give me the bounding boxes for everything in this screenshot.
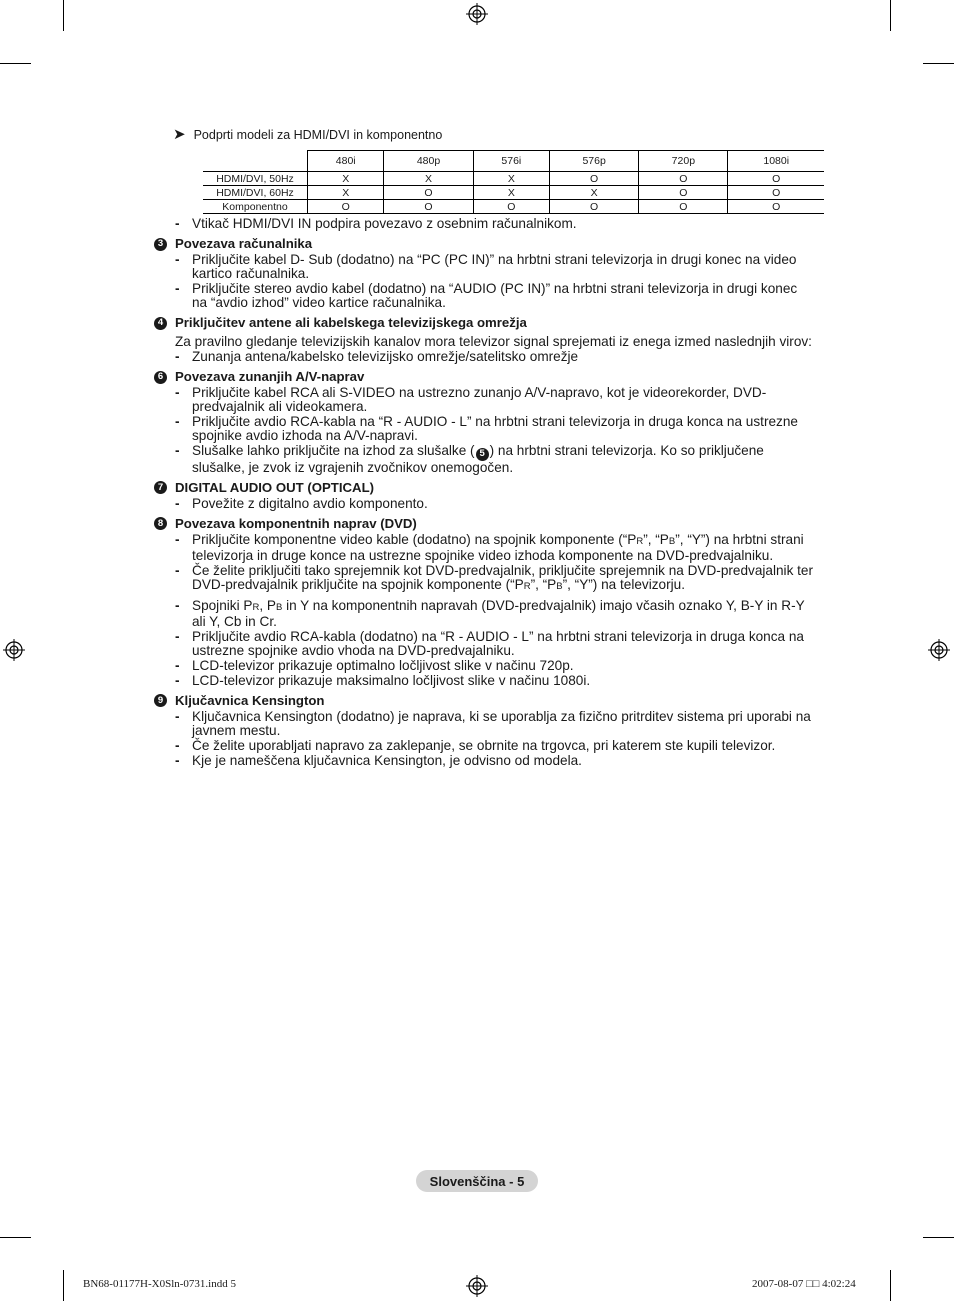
section-title — [154, 481, 814, 495]
section-title-text: Ključavnica Kensington — [175, 692, 325, 708]
bullet-dash: - — [175, 281, 180, 296]
section-title-text: Priključitev antene ali kabelskega televizijskega omrežja — [175, 315, 527, 330]
subscript-text: B — [668, 535, 676, 547]
registration-mark-icon — [928, 639, 950, 661]
list-item — [175, 754, 814, 768]
list-item — [175, 564, 814, 594]
text-segment: Spojniki P — [192, 597, 253, 613]
section-intro: Za pravilno gledanje televizijskih kanalov mora televizor signal sprejemati iz enega izmed naslednjih virov: — [175, 334, 812, 349]
item-text: Priključite avdio RCA-kabla (dodatno) na “R - AUDIO - L” na hrbtni strani televizorja in druga konca na ustrezne spojnike avdio vhoda na DVD-predvajalniku. — [192, 628, 804, 658]
table-cell: X — [384, 172, 473, 186]
bullet-dash: - — [175, 628, 180, 644]
item-text: Priključite stereo avdio kabel (dodatno) na “AUDIO (PC IN)” na hrbtni strani televizorja in drugi konec na “avdio izhod” video kartice računalnika. — [192, 281, 798, 310]
section-title-text: Povezava računalnika — [175, 236, 313, 251]
number-badge-icon: 4 — [154, 317, 167, 330]
table-row — [203, 200, 824, 214]
number-badge-icon: 6 — [154, 371, 167, 384]
arrow-pointer-icon: ➤ — [173, 126, 186, 143]
item-text: Priključite avdio RCA-kabla na “R - AUDIO - L” na hrbtni strani televizorja in druga konca na ustrezne spojnike avdio izhoda na A/V-napravi. — [192, 414, 798, 443]
table-cell: O — [384, 200, 473, 214]
text-segment: in Y na komponentnih napravah (DVD-predvajalnik) imajo včasih oznako Y, B-Y in R-Y ali Y, Cb in Cr. — [192, 597, 805, 629]
crop-mark — [0, 1237, 31, 1238]
table-row — [203, 172, 824, 186]
bullet-dash: - — [175, 495, 180, 511]
item-text: Zunanja antena/kabelsko televizijsko omrežje/satelitsko omrežje — [192, 349, 579, 364]
bullet-dash: - — [175, 657, 180, 673]
bullet-dash: - — [175, 737, 180, 753]
crop-mark — [890, 0, 891, 31]
list-item — [175, 217, 814, 231]
text-segment: ) na hrbtni strani televizorja. Ko so priključene slušalke, je zvok iz vgrajenih zvočnikov onemogočen. — [192, 443, 764, 475]
compatibility-table — [203, 150, 824, 214]
bullet-dash: - — [175, 443, 180, 458]
subscript-text: R — [523, 580, 531, 592]
section-digital-audio-out — [154, 481, 814, 511]
registration-mark-icon — [466, 3, 488, 25]
list-item — [175, 674, 814, 688]
text-segment: Če želite priključiti tako sprejemnik kot DVD-predvajalnik, priključite sprejemnik na DVD-predvajalnik ter DVD-predvajalnik priključite na spojnik komponente (“P — [192, 562, 814, 592]
item-text: Povežite z digitalno avdio komponento. — [192, 495, 428, 511]
number-badge-icon: 7 — [154, 481, 167, 494]
table-cell: O — [473, 200, 549, 214]
table-cell: X — [473, 186, 549, 200]
table-cell: O — [550, 172, 639, 186]
text-segment: Priključite komponentne video kable (dodatno) na spojnik komponente (“P — [192, 531, 637, 547]
row-label: Komponentno — [203, 200, 308, 214]
table-header-cell: 576i — [473, 151, 549, 172]
list-item — [175, 710, 814, 738]
subscript-text: R — [636, 535, 644, 547]
crop-mark — [63, 0, 64, 31]
section-title — [154, 237, 814, 251]
table-row — [203, 186, 824, 200]
crop-mark — [923, 63, 954, 64]
section-component-devices — [154, 517, 814, 688]
table-cell: O — [728, 186, 824, 200]
crop-mark — [890, 1270, 891, 1301]
table-header-cell — [203, 151, 308, 172]
item-text: Priključite kabel D- Sub (dodatno) na “PC (PC IN)” na hrbtni strani televizorja in drugi konec na video kartico računalnika. — [192, 252, 797, 281]
list-item — [175, 599, 814, 629]
bullet-dash: - — [175, 385, 180, 400]
number-badge-icon: 8 — [154, 517, 167, 530]
table-cell: O — [550, 200, 639, 214]
table-cell: O — [639, 186, 728, 200]
bullet-dash: - — [175, 252, 180, 267]
list-item — [175, 386, 814, 414]
item-text: Ključavnica Kensington (dodatno) je naprava, ki se uporablja za fizično pritrditev sistema pri uporabi na javnem mestu. — [192, 708, 811, 738]
table-header-cell: 720p — [639, 151, 728, 172]
text-segment: ”, “Y”) na hrbtni strani televizorja in druge konce na ustrezne spojnike video izhoda komponente na DVD-predvajalniku. — [192, 531, 804, 563]
table-cell: X — [308, 172, 384, 186]
item-text — [192, 564, 814, 594]
section-av-devices — [154, 370, 814, 475]
list-item — [175, 282, 814, 310]
table-header-cell: 576p — [550, 151, 639, 172]
list-item — [175, 253, 814, 281]
section-title — [154, 370, 814, 384]
text-segment: ”, “P — [643, 531, 669, 547]
page-number-badge: Slovenščina - 5 — [416, 1170, 538, 1192]
section-kensington-lock — [154, 694, 814, 768]
table-cell: X — [550, 186, 639, 200]
bullet-dash: - — [175, 752, 180, 768]
note-text: Podprti modeli za HDMI/DVI in komponentno — [193, 127, 443, 142]
item-text — [192, 533, 814, 563]
crop-mark — [923, 1237, 954, 1238]
table-cell: X — [473, 172, 549, 186]
table-cell: O — [639, 200, 728, 214]
bullet-dash: - — [175, 708, 180, 724]
bullet-dash: - — [175, 597, 180, 613]
section-title — [154, 316, 814, 330]
item-text — [192, 444, 814, 475]
row-label: HDMI/DVI, 60Hz — [203, 186, 308, 200]
registration-mark-icon — [3, 639, 25, 661]
supported-models-note — [173, 127, 442, 142]
subscript-text: B — [275, 601, 283, 613]
section-title-text: Povezava komponentnih naprav (DVD) — [175, 515, 417, 531]
table-cell: O — [308, 200, 384, 214]
timestamp-slug: 2007-08-07 □□ 4:02:24 — [752, 1278, 856, 1290]
subscript-text: B — [556, 580, 563, 592]
section-computer-connection — [154, 237, 814, 310]
list-item — [175, 497, 814, 511]
list-item — [175, 533, 814, 563]
crop-mark — [0, 63, 31, 64]
item-text: Če želite uporabljati napravo za zaklepanje, se obrnite na trgovca, pri katerem ste kupili televizor. — [192, 737, 776, 753]
item-text: Kje je nameščena ključavnica Kensington, je odvisno od modela. — [192, 752, 582, 768]
list-item — [175, 350, 814, 364]
table-cell: O — [728, 172, 824, 186]
table-header-cell: 1080i — [728, 151, 824, 172]
list-item — [175, 739, 814, 753]
table-cell: O — [728, 200, 824, 214]
table-cell: O — [639, 172, 728, 186]
list-item — [175, 659, 814, 673]
bullet-dash: - — [175, 562, 180, 578]
text-segment: Slušalke lahko priključite na izhod za slušalke ( — [192, 443, 475, 458]
registration-mark-icon — [466, 1275, 488, 1297]
bullet-dash: - — [175, 531, 180, 547]
section-antenna-connection — [154, 316, 814, 364]
text-segment: ”, “P — [530, 576, 557, 592]
number-badge-icon: 9 — [154, 694, 167, 707]
table-header-cell: 480i — [308, 151, 384, 172]
section-title-text: Povezava zunanjih A/V-naprav — [175, 369, 365, 384]
bullet-dash: - — [175, 349, 180, 364]
item-text: LCD-televizor prikazuje maksimalno ločljivost slike v načinu 1080i. — [192, 672, 591, 688]
file-slug: BN68-01177H-X0Sln-0731.indd 5 — [83, 1278, 236, 1290]
list-item — [175, 415, 814, 443]
table-header-row — [203, 151, 824, 172]
item-text: Priključite kabel RCA ali S-VIDEO na ustrezno zunanjo A/V-napravo, kot je videorekorder, DVD-predvajalnik ali videokamera. — [192, 385, 767, 414]
section-title — [154, 694, 814, 708]
text-segment: , P — [259, 597, 276, 613]
table-cell: O — [384, 186, 473, 200]
item-text: Vtikač HDMI/DVI IN podpira povezavo z osebnim računalnikom. — [192, 216, 577, 231]
list-item — [175, 444, 814, 475]
row-label: HDMI/DVI, 50Hz — [203, 172, 308, 186]
list-item — [175, 630, 814, 658]
text-segment: ”, “Y”) na televizorju. — [562, 576, 685, 592]
item-text — [192, 599, 814, 629]
table-cell: X — [308, 186, 384, 200]
bullet-dash: - — [175, 216, 180, 231]
bullet-dash: - — [175, 414, 180, 429]
item-text: LCD-televizor prikazuje optimalno ločljivost slike v načinu 720p. — [192, 657, 574, 673]
crop-mark — [63, 1270, 64, 1301]
bullet-dash: - — [175, 672, 180, 688]
main-content — [154, 217, 814, 774]
section-title — [154, 517, 814, 531]
number-badge-icon: 3 — [154, 238, 167, 251]
section-title-text: DIGITAL AUDIO OUT (OPTICAL) — [175, 479, 375, 495]
subscript-text: R — [252, 601, 260, 613]
table-header-cell: 480p — [384, 151, 473, 172]
headphone-number-badge-icon: 5 — [476, 448, 489, 461]
